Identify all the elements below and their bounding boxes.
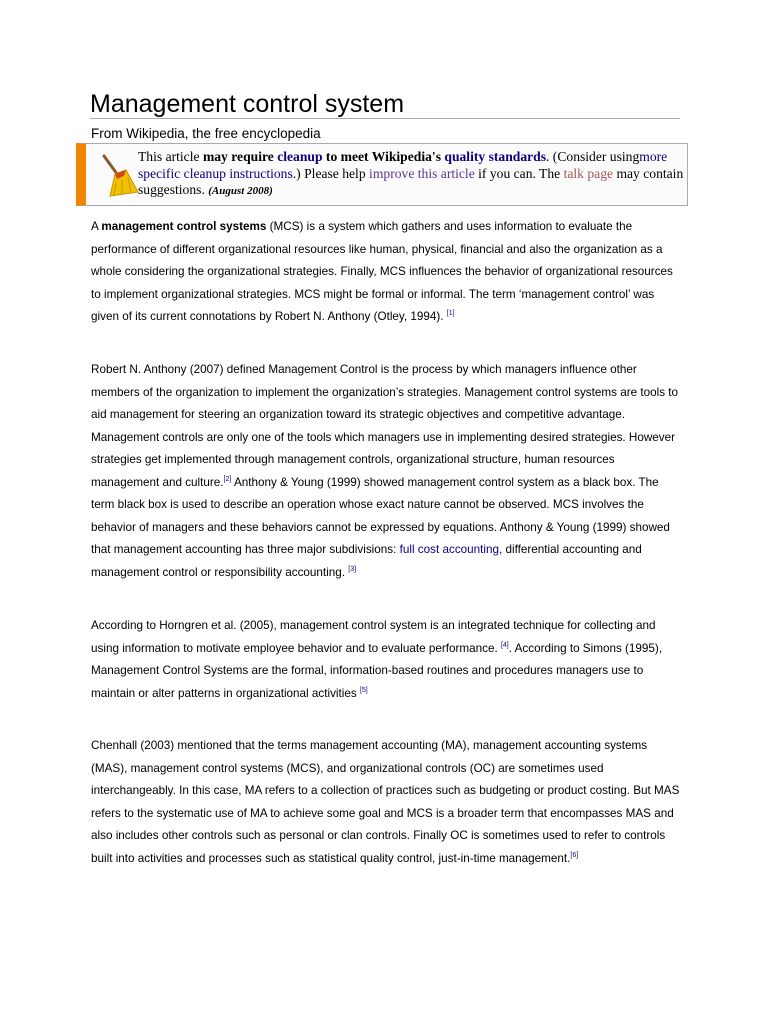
notice-bold-text: to meet Wikipedia's <box>322 149 445 164</box>
notice-text: .) Please help <box>292 165 370 181</box>
paragraph-chenhall <box>91 735 683 870</box>
notice-text: . (Consider using <box>546 149 640 164</box>
notice-bold-text: may require <box>202 149 278 164</box>
cleanup-notice-box <box>76 143 688 206</box>
paragraph-text: , differential accounting and management control or responsibility accounting. <box>91 543 642 579</box>
paragraph-text: A <box>91 220 102 233</box>
paragraph-text: . According to Simons (1995), Management Control Systems are the formal, information-based routines and procedures managers use to maintain or alter patterns in organizational activities <box>91 641 663 700</box>
page-title: Management control system <box>90 88 680 119</box>
reference-link[interactable]: [4] <box>500 641 509 649</box>
notice-date: (August 2008) <box>208 185 273 197</box>
paragraph-text: Anthony & Young (1999) showed management control system as a black box. The term black box is used to describe an operation whose exact nature cannot be observed. MCS involves the behavior of managers and these behaviors cannot be expressed by equations. Anthony & Young (1999) showed that management accounting has three major subdivisions: <box>91 475 670 556</box>
reference-link[interactable]: [3] <box>348 565 357 573</box>
cleanup-instructions-link[interactable]: more specific cleanup instructions <box>138 149 668 181</box>
reference-link[interactable]: [1] <box>446 310 455 317</box>
reference-link[interactable]: [2] <box>223 475 232 483</box>
paragraph-anthony <box>91 359 683 584</box>
improve-article-link[interactable]: improve this article <box>369 165 475 181</box>
cleanup-link[interactable]: cleanup <box>277 149 323 164</box>
talk-page-link[interactable]: talk page <box>563 165 614 181</box>
reference-link[interactable]: [6] <box>570 851 579 859</box>
bold-term: management control systems <box>101 220 267 233</box>
full-cost-accounting-link[interactable]: full cost accounting <box>399 543 500 556</box>
notice-text: may contain suggestions. <box>138 165 684 197</box>
paragraph-horngren <box>91 615 683 705</box>
quality-standards-link[interactable]: quality standards <box>444 149 546 164</box>
paragraph-text: According to Horngren et al. (2005), management control system is an integrated technique for collecting and using information to motivate employee behavior and to evaluate performance. <box>91 619 656 655</box>
broom-icon <box>98 152 140 198</box>
notice-text: This article <box>138 149 203 164</box>
reference-link[interactable]: [5] <box>359 686 368 694</box>
page-subtitle: From Wikipedia, the free encyclopedia <box>91 126 321 141</box>
paragraph-intro <box>91 216 683 329</box>
paragraph-text: Robert N. Anthony (2007) defined Management Control is the process by which managers influence other members of the organization to implement the organization’s strategies. Management control systems are tools to aid management for steering an organization toward its strategic objectives and competitive advantage. Management controls are only one of the tools which managers use in implementing desired strategies. However strategies get implemented through management controls, organizational structure, human resources management and culture. <box>91 363 679 489</box>
paragraph-text: Chenhall (2003) mentioned that the terms management accounting (MA), management accounting systems (MAS), management control systems (MCS), and organizational controls (OC) are sometimes used interchangeably. In this case, MA refers to a collection of practices such as budgeting or product costing. But MAS refers to the systematic use of MA to achieve some goal and MCS is a broader term that encompasses MAS and also includes other controls such as personal or clan controls. Finally OC is sometimes used to refer to controls built into activities and processes such as statistical quality control, just-in-time management. <box>91 739 680 865</box>
notice-text: if you can. The <box>474 165 564 181</box>
cleanup-notice-text <box>138 149 686 200</box>
paragraph-text: (MCS) is a system which gathers and uses information to evaluate the performance of different organizational resources like human, physical, financial and also the organization as a whole considering the organizational strategies. Finally, MCS influences the behavior of organizational resources to implement organizational strategies. MCS might be formal or informal. The term ‘management control’ was given of its current connotations by Robert N. Anthony (Otley, 1994). <box>91 220 673 323</box>
